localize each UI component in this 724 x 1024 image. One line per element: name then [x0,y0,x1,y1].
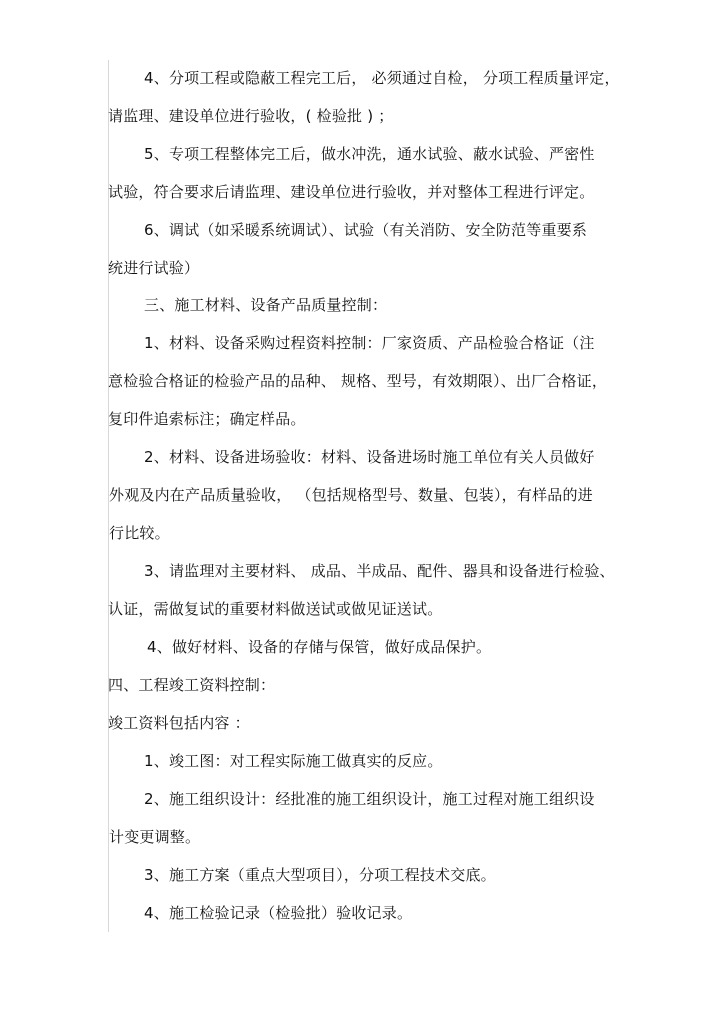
text-line: 3、施工方案（重点大型项目），分项工程技术交底。 [144,866,496,884]
text-line: 4、分项工程或隐蔽工程完工后， 必须通过自检， 分项工程质量评定， [144,69,620,87]
section-heading: 三、施工材料、设备产品质量控制： [144,296,388,314]
text-line: 行比较。 [109,524,170,542]
section-heading: 四、工程竣工资料控制： [108,676,276,694]
text-line: 竣工资料包括内容 ： [108,714,250,732]
text-line: 4、做好材料、设备的存储与保管，做好成品保护。 [147,638,492,656]
text-line: 2、施工组织设计：经批准的施工组织设计，施工过程对施工组织设 [144,790,595,808]
text-line: 试验，符合要求后请监理、建设单位进行验收，并对整体工程进行评定。 [108,183,595,201]
text-line: 意检验合格证的检验产品的品种、 规格、型号，有效期限）、出厂合格证， [108,372,608,390]
text-line: 3、请监理对主要材料、 成品、半成品、配件、器具和设备进行检验、 [144,562,615,580]
text-line: 计变更调整。 [109,828,201,846]
text-line: 1、竣工图：对工程实际施工做真实的反应。 [144,752,443,770]
text-line: 请监理、建设单位进行验收，( 检验批 ) ； [108,107,394,125]
text-line: 6、调试（如采暖系统调试）、试验（有关消防、安全防范等重要系 [144,221,588,239]
text-line: 复印件追索标注；确定样品。 [108,410,306,428]
text-line: 4、施工检验记录（检验批）验收记录。 [144,904,413,922]
text-line: 认证，需做复试的重要材料做送试或做见证送试。 [108,600,443,618]
text-line: 1、材料、设备采购过程资料控制：厂家资质、产品检验合格证（注 [144,334,595,352]
text-line: 统进行试验） [108,259,200,277]
text-line: 2、材料、设备进场验收：材料、设备进场时施工单位有关人员做好 [144,448,595,466]
text-line: 外观及内在产品质量验收， （包括规格型号、数量、包装），有样品的进 [109,486,593,504]
text-line: 5、专项工程整体完工后，做水冲洗，通水试验、蔽水试验、严密性 [144,145,595,163]
